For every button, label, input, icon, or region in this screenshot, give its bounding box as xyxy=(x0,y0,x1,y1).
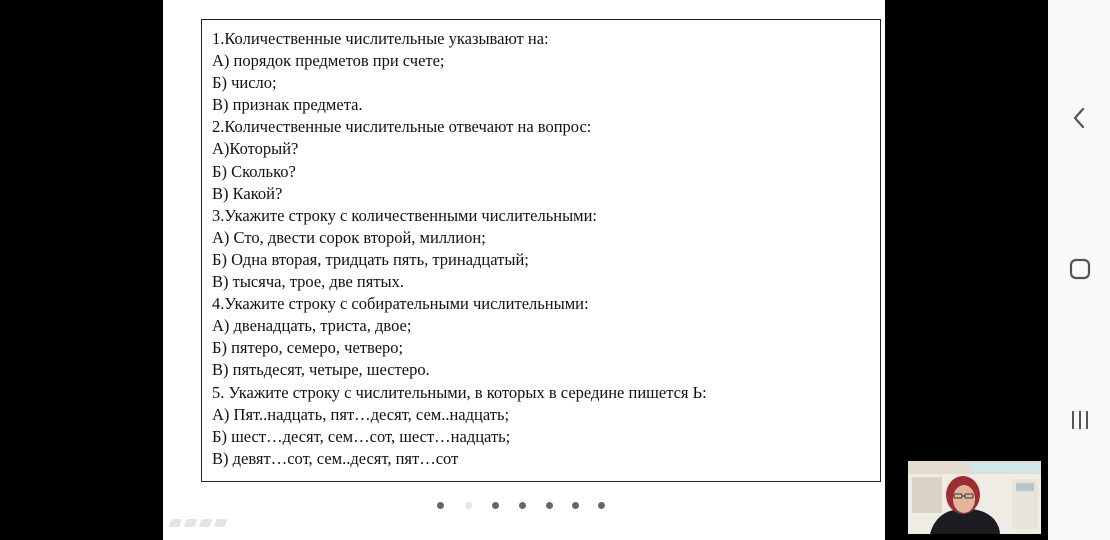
slide-text-box xyxy=(201,19,881,482)
recents-icon xyxy=(1068,409,1092,431)
page-dot-active[interactable] xyxy=(465,502,472,509)
answer-line: А) Сто, двести сорок второй, миллион; xyxy=(212,227,486,247)
answer-line: А) Пят..надцать, пят…десят, сем..надцать; xyxy=(212,404,510,424)
page-dot[interactable] xyxy=(572,502,579,509)
question-line: 4.Укажите строку с собирательными числительными: xyxy=(212,294,589,314)
answer-line: Б) пятеро, семеро, четверо; xyxy=(212,338,404,358)
highlighter-icon[interactable] xyxy=(184,519,198,527)
pen-icon[interactable] xyxy=(169,519,183,527)
answer-line: А) порядок предметов при счете; xyxy=(212,51,445,71)
participant-video[interactable] xyxy=(908,461,1041,534)
page-dot[interactable] xyxy=(519,502,526,509)
question-list xyxy=(212,28,707,470)
page-dot[interactable] xyxy=(546,502,553,509)
question-line: 2.Количественные числительные отвечают на вопрос: xyxy=(212,117,592,137)
back-button[interactable] xyxy=(1062,100,1098,136)
question-line: 1.Количественные числительные указывают на: xyxy=(212,29,549,48)
answer-line: В) тысяча, трое, две пятых. xyxy=(212,272,405,292)
answer-line: Б) шест…десят, сем…сот, шест…надцать; xyxy=(212,426,511,446)
answer-line: В) Какой? xyxy=(212,183,283,203)
page-dot[interactable] xyxy=(492,502,499,509)
answer-line: В) девят…сот, сем..десят, пят…сот xyxy=(212,448,459,468)
page-dot[interactable] xyxy=(437,502,444,509)
recents-button[interactable] xyxy=(1062,402,1098,438)
answer-line: В) признак предмета. xyxy=(212,95,363,115)
arrow-icon[interactable] xyxy=(199,519,213,527)
answer-line: Б) число; xyxy=(212,73,277,93)
question-line: 3.Укажите строку с количественными числительными: xyxy=(212,205,598,225)
question-line: 5. Укажите строку с числительными, в которых в середине пишется Ь: xyxy=(212,382,707,402)
participant-video-icon xyxy=(908,461,1041,534)
eraser-icon[interactable] xyxy=(214,519,228,527)
answer-line: А)Который? xyxy=(212,139,299,159)
home-icon xyxy=(1068,257,1092,281)
answer-line: Б) Сколько? xyxy=(212,161,296,181)
answer-line: Б) Одна вторая, тридцать пять, тринадцатый; xyxy=(212,249,529,269)
home-button[interactable] xyxy=(1062,251,1098,287)
page-dot[interactable] xyxy=(598,502,605,509)
answer-line: А) двенадцать, триста, двое; xyxy=(212,316,412,336)
annotation-toolbar xyxy=(170,519,226,533)
answer-line: В) пятьдесят, четыре, шестеро. xyxy=(212,360,430,380)
back-icon xyxy=(1070,107,1090,129)
